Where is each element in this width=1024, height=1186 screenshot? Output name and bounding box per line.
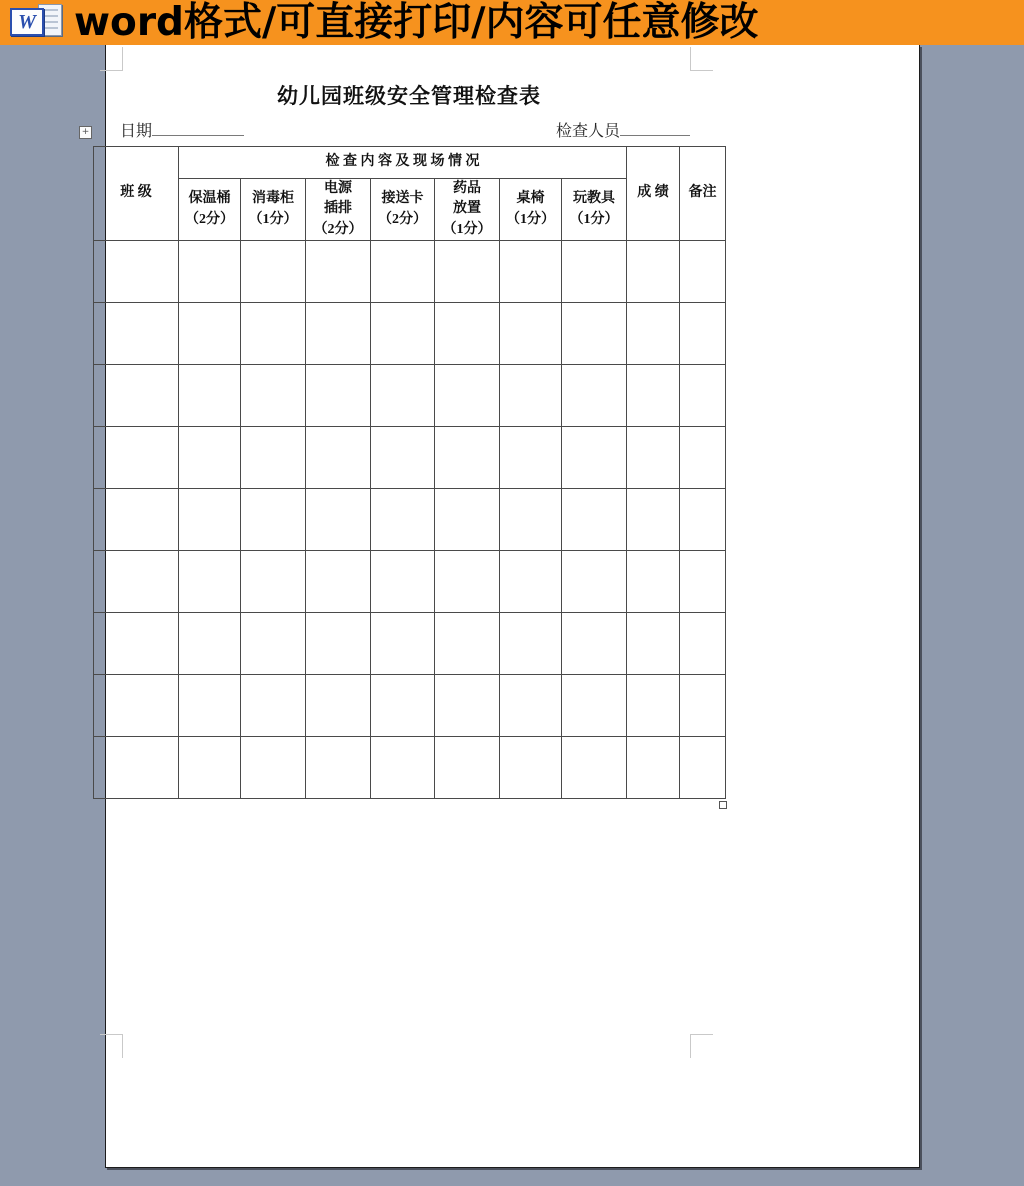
table-cell[interactable] [371, 675, 435, 737]
meta-row [93, 118, 725, 144]
table-cell[interactable] [241, 613, 306, 675]
table-resize-handle-icon[interactable] [719, 801, 727, 809]
table-cell[interactable] [179, 489, 241, 551]
table-cell[interactable] [94, 675, 179, 737]
table-cell[interactable] [435, 241, 500, 303]
table-cell[interactable] [179, 241, 241, 303]
table-cell[interactable] [680, 675, 726, 737]
table-cell[interactable] [306, 365, 371, 427]
table-cell[interactable] [500, 489, 562, 551]
header-item-medicine[interactable]: 药品 放置 （1分） [435, 179, 500, 241]
table-cell[interactable] [94, 303, 179, 365]
table-cell[interactable] [241, 489, 306, 551]
table-cell[interactable] [371, 551, 435, 613]
margin-mark-top-right-icon [690, 47, 713, 71]
date-field [120, 118, 244, 141]
table-cell[interactable] [371, 427, 435, 489]
table-cell[interactable] [680, 737, 726, 799]
table-cell[interactable] [371, 489, 435, 551]
table-cell[interactable] [562, 489, 627, 551]
table-cell[interactable] [306, 241, 371, 303]
inspection-table [93, 146, 726, 799]
header-score[interactable]: 成 绩 [627, 147, 680, 241]
table-cell[interactable] [371, 241, 435, 303]
table-cell[interactable] [680, 489, 726, 551]
table-cell[interactable] [562, 737, 627, 799]
table-cell[interactable] [627, 241, 680, 303]
header-item-thermos[interactable]: 保温桶 （2分） [179, 179, 241, 241]
table-move-handle-icon[interactable]: + [79, 126, 92, 139]
inspector-label: 检查人员 [555, 123, 620, 140]
header-class[interactable]: 班 级 [94, 147, 179, 241]
table-cell[interactable] [500, 551, 562, 613]
table-cell[interactable] [680, 241, 726, 303]
table-cell[interactable] [435, 489, 500, 551]
table-cell[interactable] [500, 737, 562, 799]
table-cell[interactable] [241, 365, 306, 427]
table-row [94, 303, 726, 365]
table-cell[interactable] [435, 427, 500, 489]
table-row [94, 241, 726, 303]
table-cell[interactable] [179, 303, 241, 365]
margin-mark-top-left-icon [100, 47, 123, 71]
table-cell[interactable] [562, 303, 627, 365]
table-cell[interactable] [306, 427, 371, 489]
table-cell[interactable] [627, 489, 680, 551]
header-item-toys[interactable]: 玩教具 （1分） [562, 179, 627, 241]
table-cell[interactable] [306, 551, 371, 613]
margin-mark-bottom-right-icon [690, 1034, 713, 1058]
table-row [94, 737, 726, 799]
table-cell[interactable] [680, 551, 726, 613]
table-cell[interactable] [94, 613, 179, 675]
table-cell[interactable] [680, 613, 726, 675]
promo-banner [0, 0, 1024, 45]
table-cell[interactable] [241, 303, 306, 365]
header-item-sterilizer[interactable]: 消毒柜 （1分） [241, 179, 306, 241]
inspector-field [556, 118, 690, 141]
table-cell[interactable] [94, 365, 179, 427]
table-cell[interactable] [627, 613, 680, 675]
header-item-furniture[interactable]: 桌椅 （1分） [500, 179, 562, 241]
table-cell[interactable] [680, 303, 726, 365]
table-cell[interactable] [306, 303, 371, 365]
table-cell[interactable] [562, 365, 627, 427]
table-cell[interactable] [179, 737, 241, 799]
table-cell[interactable] [179, 613, 241, 675]
table-row [94, 675, 726, 737]
table-cell[interactable] [627, 303, 680, 365]
table-cell[interactable] [500, 303, 562, 365]
table-cell[interactable] [435, 675, 500, 737]
table-cell[interactable] [241, 551, 306, 613]
table-cell[interactable] [94, 427, 179, 489]
table-cell[interactable] [94, 551, 179, 613]
table-cell[interactable] [435, 365, 500, 427]
table-row [94, 489, 726, 551]
table-cell[interactable] [627, 365, 680, 427]
table-cell[interactable] [500, 613, 562, 675]
table-cell[interactable] [371, 365, 435, 427]
table-row [94, 551, 726, 613]
table-cell[interactable] [179, 427, 241, 489]
header-item-pickup-card[interactable]: 接送卡 （2分） [371, 179, 435, 241]
header-remarks[interactable]: 备注 [680, 147, 726, 241]
table-cell[interactable] [306, 675, 371, 737]
table-cell[interactable] [435, 613, 500, 675]
table-cell[interactable] [562, 675, 627, 737]
table-cell[interactable] [241, 675, 306, 737]
table-cell[interactable] [241, 427, 306, 489]
table-cell[interactable] [680, 365, 726, 427]
table-cell[interactable] [562, 613, 627, 675]
table-cell[interactable] [179, 365, 241, 427]
word-document-icon [8, 2, 70, 43]
banner-text: word格式/可直接打印/内容可任意修改 [74, 0, 759, 45]
table-cell[interactable] [435, 303, 500, 365]
table-cell[interactable] [306, 737, 371, 799]
table-cell[interactable] [435, 737, 500, 799]
table-cell[interactable] [241, 241, 306, 303]
table-cell[interactable] [500, 427, 562, 489]
page-title: 幼儿园班级安全管理检查表 [277, 84, 541, 108]
table-cell[interactable] [627, 737, 680, 799]
date-label: 日期 [120, 123, 153, 140]
table-row [94, 427, 726, 489]
table-cell[interactable] [627, 427, 680, 489]
table-cell[interactable] [241, 737, 306, 799]
table-cell[interactable] [94, 241, 179, 303]
table-cell[interactable] [562, 427, 627, 489]
table-cell[interactable] [627, 675, 680, 737]
table-cell[interactable] [500, 675, 562, 737]
table-cell[interactable] [562, 241, 627, 303]
table-cell[interactable] [680, 427, 726, 489]
table-cell[interactable] [627, 551, 680, 613]
header-item-power-strip[interactable]: 电源 插排 （2分） [306, 179, 371, 241]
table-body [94, 241, 726, 799]
table-cell[interactable] [179, 551, 241, 613]
table-cell[interactable] [371, 613, 435, 675]
table-row [94, 365, 726, 427]
table-cell[interactable] [500, 241, 562, 303]
date-blank-line[interactable] [152, 121, 244, 136]
inspector-blank-line[interactable] [620, 121, 690, 136]
header-content-group[interactable]: 检 查 内 容 及 现 场 情 况 [179, 147, 627, 179]
table-cell[interactable] [500, 365, 562, 427]
word-w-logo-icon: W [10, 8, 44, 36]
table-cell[interactable] [94, 489, 179, 551]
table-cell[interactable] [179, 675, 241, 737]
table-cell[interactable] [306, 613, 371, 675]
table-cell[interactable] [371, 737, 435, 799]
table-cell[interactable] [562, 551, 627, 613]
table-cell[interactable] [435, 551, 500, 613]
table-cell[interactable] [94, 737, 179, 799]
table-row [94, 613, 726, 675]
table-cell[interactable] [306, 489, 371, 551]
table-cell[interactable] [371, 303, 435, 365]
margin-mark-bottom-left-icon [100, 1034, 123, 1058]
